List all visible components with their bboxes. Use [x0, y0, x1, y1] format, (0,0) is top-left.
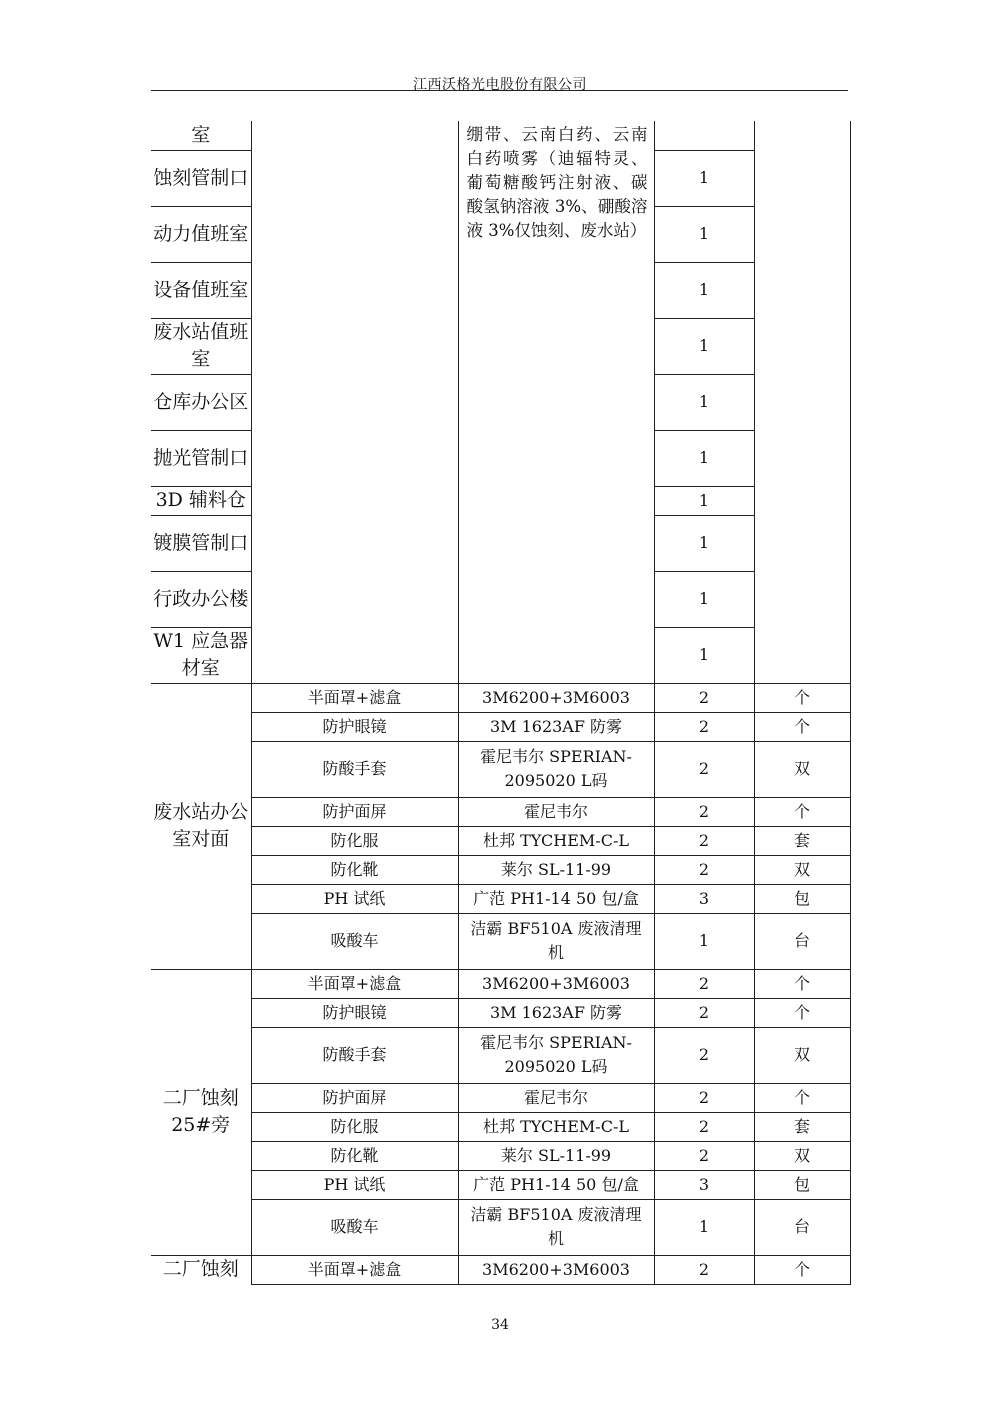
location-cell: 3D 辅料仓 — [151, 486, 251, 515]
name-cell: 防化服 — [251, 826, 458, 855]
location-cell: W1 应急器材室 — [151, 627, 251, 683]
name-cell: 半面罩+滤盒 — [251, 969, 458, 998]
location-cell: 仓库办公区 — [151, 374, 251, 430]
qty-cell: 1 — [654, 206, 754, 262]
qty-cell: 1 — [654, 262, 754, 318]
location-cell: 废水站办公室对面 — [151, 683, 251, 969]
qty-cell: 2 — [654, 712, 754, 741]
spec-text: 绷带、云南白药、云南白药喷雾（迪辐特灵、葡萄糖酸钙注射液、碳酸氢钠溶液 3%、硼酸溶液 3%仅蚀刻、废水站） — [466, 125, 648, 240]
name-cell: 防护眼镜 — [251, 712, 458, 741]
unit-cell: 个 — [754, 712, 850, 741]
name-cell-blank — [251, 121, 458, 683]
name-cell: 防化靴 — [251, 1141, 458, 1170]
location-cell: 抛光管制口 — [151, 430, 251, 486]
name-cell: 半面罩+滤盒 — [251, 683, 458, 712]
location-cell: 二厂蚀刻 25#旁 — [151, 969, 251, 1255]
unit-cell: 个 — [754, 1255, 850, 1284]
name-cell: PH 试纸 — [251, 884, 458, 913]
table-row — [151, 826, 850, 855]
qty-cell: 2 — [654, 797, 754, 826]
location-cell: 废水站值班室 — [151, 318, 251, 374]
unit-cell: 个 — [754, 683, 850, 712]
unit-cell: 个 — [754, 998, 850, 1027]
spec-cell: 3M6200+3M6003 — [458, 1255, 654, 1284]
unit-cell: 套 — [754, 826, 850, 855]
table-row — [151, 741, 850, 797]
unit-cell-blank — [754, 121, 850, 683]
header-title: 江西沃格光电股份有限公司 — [413, 77, 587, 93]
table-row — [151, 1027, 850, 1083]
qty-cell: 1 — [654, 486, 754, 515]
spec-cell: 霍尼韦尔 SPERIAN-2095020 L码 — [458, 741, 654, 797]
table-row — [151, 121, 850, 150]
unit-cell: 套 — [754, 1112, 850, 1141]
qty-cell: 1 — [654, 913, 754, 969]
unit-cell: 包 — [754, 884, 850, 913]
table-row — [151, 913, 850, 969]
qty-cell: 1 — [654, 374, 754, 430]
name-cell: 防酸手套 — [251, 1027, 458, 1083]
qty-cell: 2 — [654, 826, 754, 855]
table-row — [151, 884, 850, 913]
name-cell: 防护面屏 — [251, 797, 458, 826]
spec-cell: 广范 PH1-14 50 包/盒 — [458, 884, 654, 913]
unit-cell: 个 — [754, 1083, 850, 1112]
spec-cell: 3M 1623AF 防雾 — [458, 998, 654, 1027]
qty-cell: 1 — [654, 515, 754, 571]
spec-cell: 霍尼韦尔 — [458, 797, 654, 826]
unit-cell: 包 — [754, 1170, 850, 1199]
location-cell: 蚀刻管制口 — [151, 150, 251, 206]
unit-cell: 双 — [754, 855, 850, 884]
spec-cell: 洁霸 BF510A 废液清理机 — [458, 1199, 654, 1255]
name-cell: 吸酸车 — [251, 913, 458, 969]
table-row — [151, 1255, 850, 1284]
name-cell: 防护眼镜 — [251, 998, 458, 1027]
location-cell: 镀膜管制口 — [151, 515, 251, 571]
name-cell: 防化靴 — [251, 855, 458, 884]
unit-cell: 双 — [754, 1141, 850, 1170]
page-number: 34 — [491, 1317, 509, 1333]
qty-cell: 3 — [654, 884, 754, 913]
unit-cell: 双 — [754, 1027, 850, 1083]
spec-cell: 杜邦 TYCHEM-C-L — [458, 826, 654, 855]
qty-cell: 2 — [654, 1027, 754, 1083]
spec-cell: 莱尔 SL-11-99 — [458, 855, 654, 884]
name-cell: 防化服 — [251, 1112, 458, 1141]
name-cell: 防护面屏 — [251, 1083, 458, 1112]
location-cell: 动力值班室 — [151, 206, 251, 262]
equipment-table — [151, 121, 851, 1285]
table-row — [151, 1141, 850, 1170]
spec-cell: 3M6200+3M6003 — [458, 969, 654, 998]
qty-cell: 1 — [654, 627, 754, 683]
table-row — [151, 712, 850, 741]
header-rule — [151, 90, 848, 91]
qty-cell: 2 — [654, 1112, 754, 1141]
qty-cell: 2 — [654, 1083, 754, 1112]
name-cell: PH 试纸 — [251, 1170, 458, 1199]
table-row — [151, 1170, 850, 1199]
spec-cell: 广范 PH1-14 50 包/盒 — [458, 1170, 654, 1199]
unit-cell: 台 — [754, 913, 850, 969]
spec-cell — [458, 121, 654, 683]
location-cell: 二厂蚀刻 — [151, 1255, 251, 1284]
table-row — [151, 998, 850, 1027]
qty-cell: 1 — [654, 318, 754, 374]
spec-cell: 霍尼韦尔 — [458, 1083, 654, 1112]
qty-cell: 2 — [654, 969, 754, 998]
spec-cell: 3M6200+3M6003 — [458, 683, 654, 712]
qty-cell: 1 — [654, 1199, 754, 1255]
qty-cell: 1 — [654, 150, 754, 206]
table-row — [151, 1199, 850, 1255]
qty-cell: 2 — [654, 1141, 754, 1170]
unit-cell: 个 — [754, 797, 850, 826]
unit-cell: 台 — [754, 1199, 850, 1255]
spec-cell: 3M 1623AF 防雾 — [458, 712, 654, 741]
spec-cell: 莱尔 SL-11-99 — [458, 1141, 654, 1170]
table-row — [151, 855, 850, 884]
table-container — [151, 121, 851, 1285]
name-cell: 半面罩+滤盒 — [251, 1255, 458, 1284]
qty-cell: 2 — [654, 683, 754, 712]
location-cell: 室 — [151, 121, 251, 150]
qty-cell: 1 — [654, 571, 754, 627]
spec-cell: 洁霸 BF510A 废液清理机 — [458, 913, 654, 969]
qty-cell: 2 — [654, 998, 754, 1027]
table-row — [151, 1112, 850, 1141]
location-cell: 行政办公楼 — [151, 571, 251, 627]
unit-cell: 双 — [754, 741, 850, 797]
table-row — [151, 1083, 850, 1112]
qty-cell: 2 — [654, 855, 754, 884]
qty-cell: 1 — [654, 430, 754, 486]
qty-cell: 2 — [654, 1255, 754, 1284]
name-cell: 吸酸车 — [251, 1199, 458, 1255]
table-row — [151, 969, 850, 998]
spec-cell: 杜邦 TYCHEM-C-L — [458, 1112, 654, 1141]
qty-cell: 2 — [654, 741, 754, 797]
spec-cell: 霍尼韦尔 SPERIAN-2095020 L码 — [458, 1027, 654, 1083]
table-row — [151, 683, 850, 712]
qty-cell — [654, 121, 754, 150]
unit-cell: 个 — [754, 969, 850, 998]
location-cell: 设备值班室 — [151, 262, 251, 318]
name-cell: 防酸手套 — [251, 741, 458, 797]
qty-cell: 3 — [654, 1170, 754, 1199]
table-row — [151, 797, 850, 826]
